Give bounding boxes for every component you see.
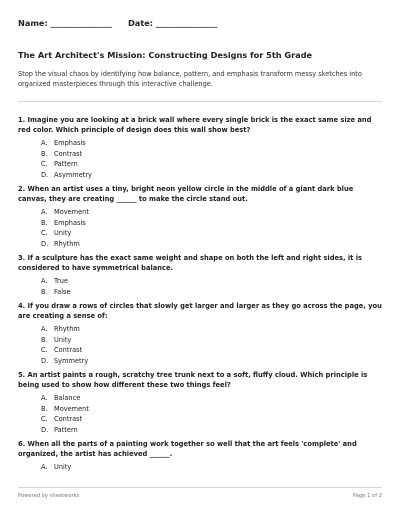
question-text: 2. When an artist uses a tiny, bright neon yellow circle in the middle of a giant dark blue canvas, they are creating ______ to make the circle stand out. [18,185,354,203]
answer-option[interactable] [41,159,382,170]
answer-option[interactable] [41,276,382,287]
option-letter: B. [41,149,48,158]
answer-option[interactable] [41,335,382,346]
header-row [18,18,382,28]
option-text: Contrast [54,149,83,158]
answer-options [18,207,382,249]
option-letter: D. [41,356,49,365]
question-item [18,439,382,473]
answer-option[interactable] [41,228,382,239]
option-text: Contrast [54,415,83,423]
answer-option[interactable] [41,404,382,415]
answer-option[interactable] [41,462,382,473]
question-item [18,115,382,180]
answer-option[interactable] [41,207,382,218]
option-text: Emphasis [54,139,86,147]
option-letter: B. [41,218,48,227]
worksheet-title: The Art Architect's Mission: Constructing Designs for 5th Grade [18,50,313,60]
question-text: 4. If you draw a rows of circles that slowly get larger and larger as they go across the page, you are creating a sense of: [18,302,382,320]
answer-options [18,462,382,473]
question-text: 1. Imagine you are looking at a brick wall where every single brick is the exact same size and red color. Which principle of design does this wall show best? [18,116,372,134]
answer-option[interactable] [41,393,382,404]
option-letter: C. [41,346,48,354]
question-list [18,115,382,473]
question-item [18,253,382,297]
answer-option[interactable] [41,138,382,149]
question-text: 5. An artist paints a rough, scratchy tree trunk next to a soft, fluffy cloud. Which principle is being used to show how different these two things feel? [18,371,368,389]
answer-option[interactable] [41,170,382,181]
answer-option[interactable] [41,345,382,356]
option-text: Movement [54,208,89,216]
option-text: Pattern [54,425,78,434]
option-text: Balance [54,394,81,402]
option-letter: B. [41,404,48,413]
footer-credit: Powered by sheetworks [18,493,80,499]
option-letter: C. [41,229,48,237]
divider [18,101,382,102]
option-letter: B. [41,335,48,344]
answer-option[interactable] [41,356,382,367]
answer-options [18,393,382,435]
question-item [18,184,382,249]
intro-text: Stop the visual chaos by identifying how balance, pattern, and emphasis transform messy sketches into organized masterpieces through this interactive challenge. [18,70,362,88]
answer-option[interactable] [41,287,382,298]
option-letter: D. [41,239,49,248]
option-letter: D. [41,425,49,434]
option-text: Symmetry [54,356,89,365]
question-text: 3. If a sculpture has the exact same weight and shape on both the left and right sides, it is considered to have symmetrical balance. [18,254,362,272]
answer-options [18,324,382,366]
option-letter: B. [41,287,48,296]
question-item [18,370,382,435]
option-letter: A. [41,139,48,147]
option-text: Unity [54,229,72,237]
answer-option[interactable] [41,425,382,436]
option-letter: C. [41,160,48,168]
option-text: Pattern [54,160,78,168]
answer-options [18,138,382,180]
option-letter: A. [41,325,48,333]
option-text: True [54,277,69,285]
option-text: Movement [54,404,89,413]
option-letter: A. [41,277,48,285]
option-text: Asymmetry [54,170,92,179]
option-letter: A. [41,208,48,216]
option-text: Rhythm [54,325,80,333]
option-text: Rhythm [54,239,80,248]
option-text: Unity [54,463,72,471]
option-letter: A. [41,463,48,471]
answer-option[interactable] [41,218,382,229]
option-text: Contrast [54,346,83,354]
answer-option[interactable] [41,324,382,335]
option-text: Unity [54,335,72,344]
option-text: False [54,287,71,296]
page-number: Page 1 of 2 [352,493,382,499]
question-text: 6. When all the parts of a painting work together so well that the art feels 'complete' and organized, the artist has achieved ______. [18,440,357,458]
option-letter: D. [41,170,49,179]
date-field: Date: _______________ [128,18,218,28]
footer [18,487,382,499]
answer-option[interactable] [41,239,382,250]
answer-options [18,276,382,297]
option-letter: C. [41,415,48,423]
name-field: Name: _______________ [18,18,112,28]
answer-option[interactable] [41,414,382,425]
answer-option[interactable] [41,149,382,160]
option-letter: A. [41,394,48,402]
option-text: Emphasis [54,218,86,227]
question-item [18,301,382,366]
